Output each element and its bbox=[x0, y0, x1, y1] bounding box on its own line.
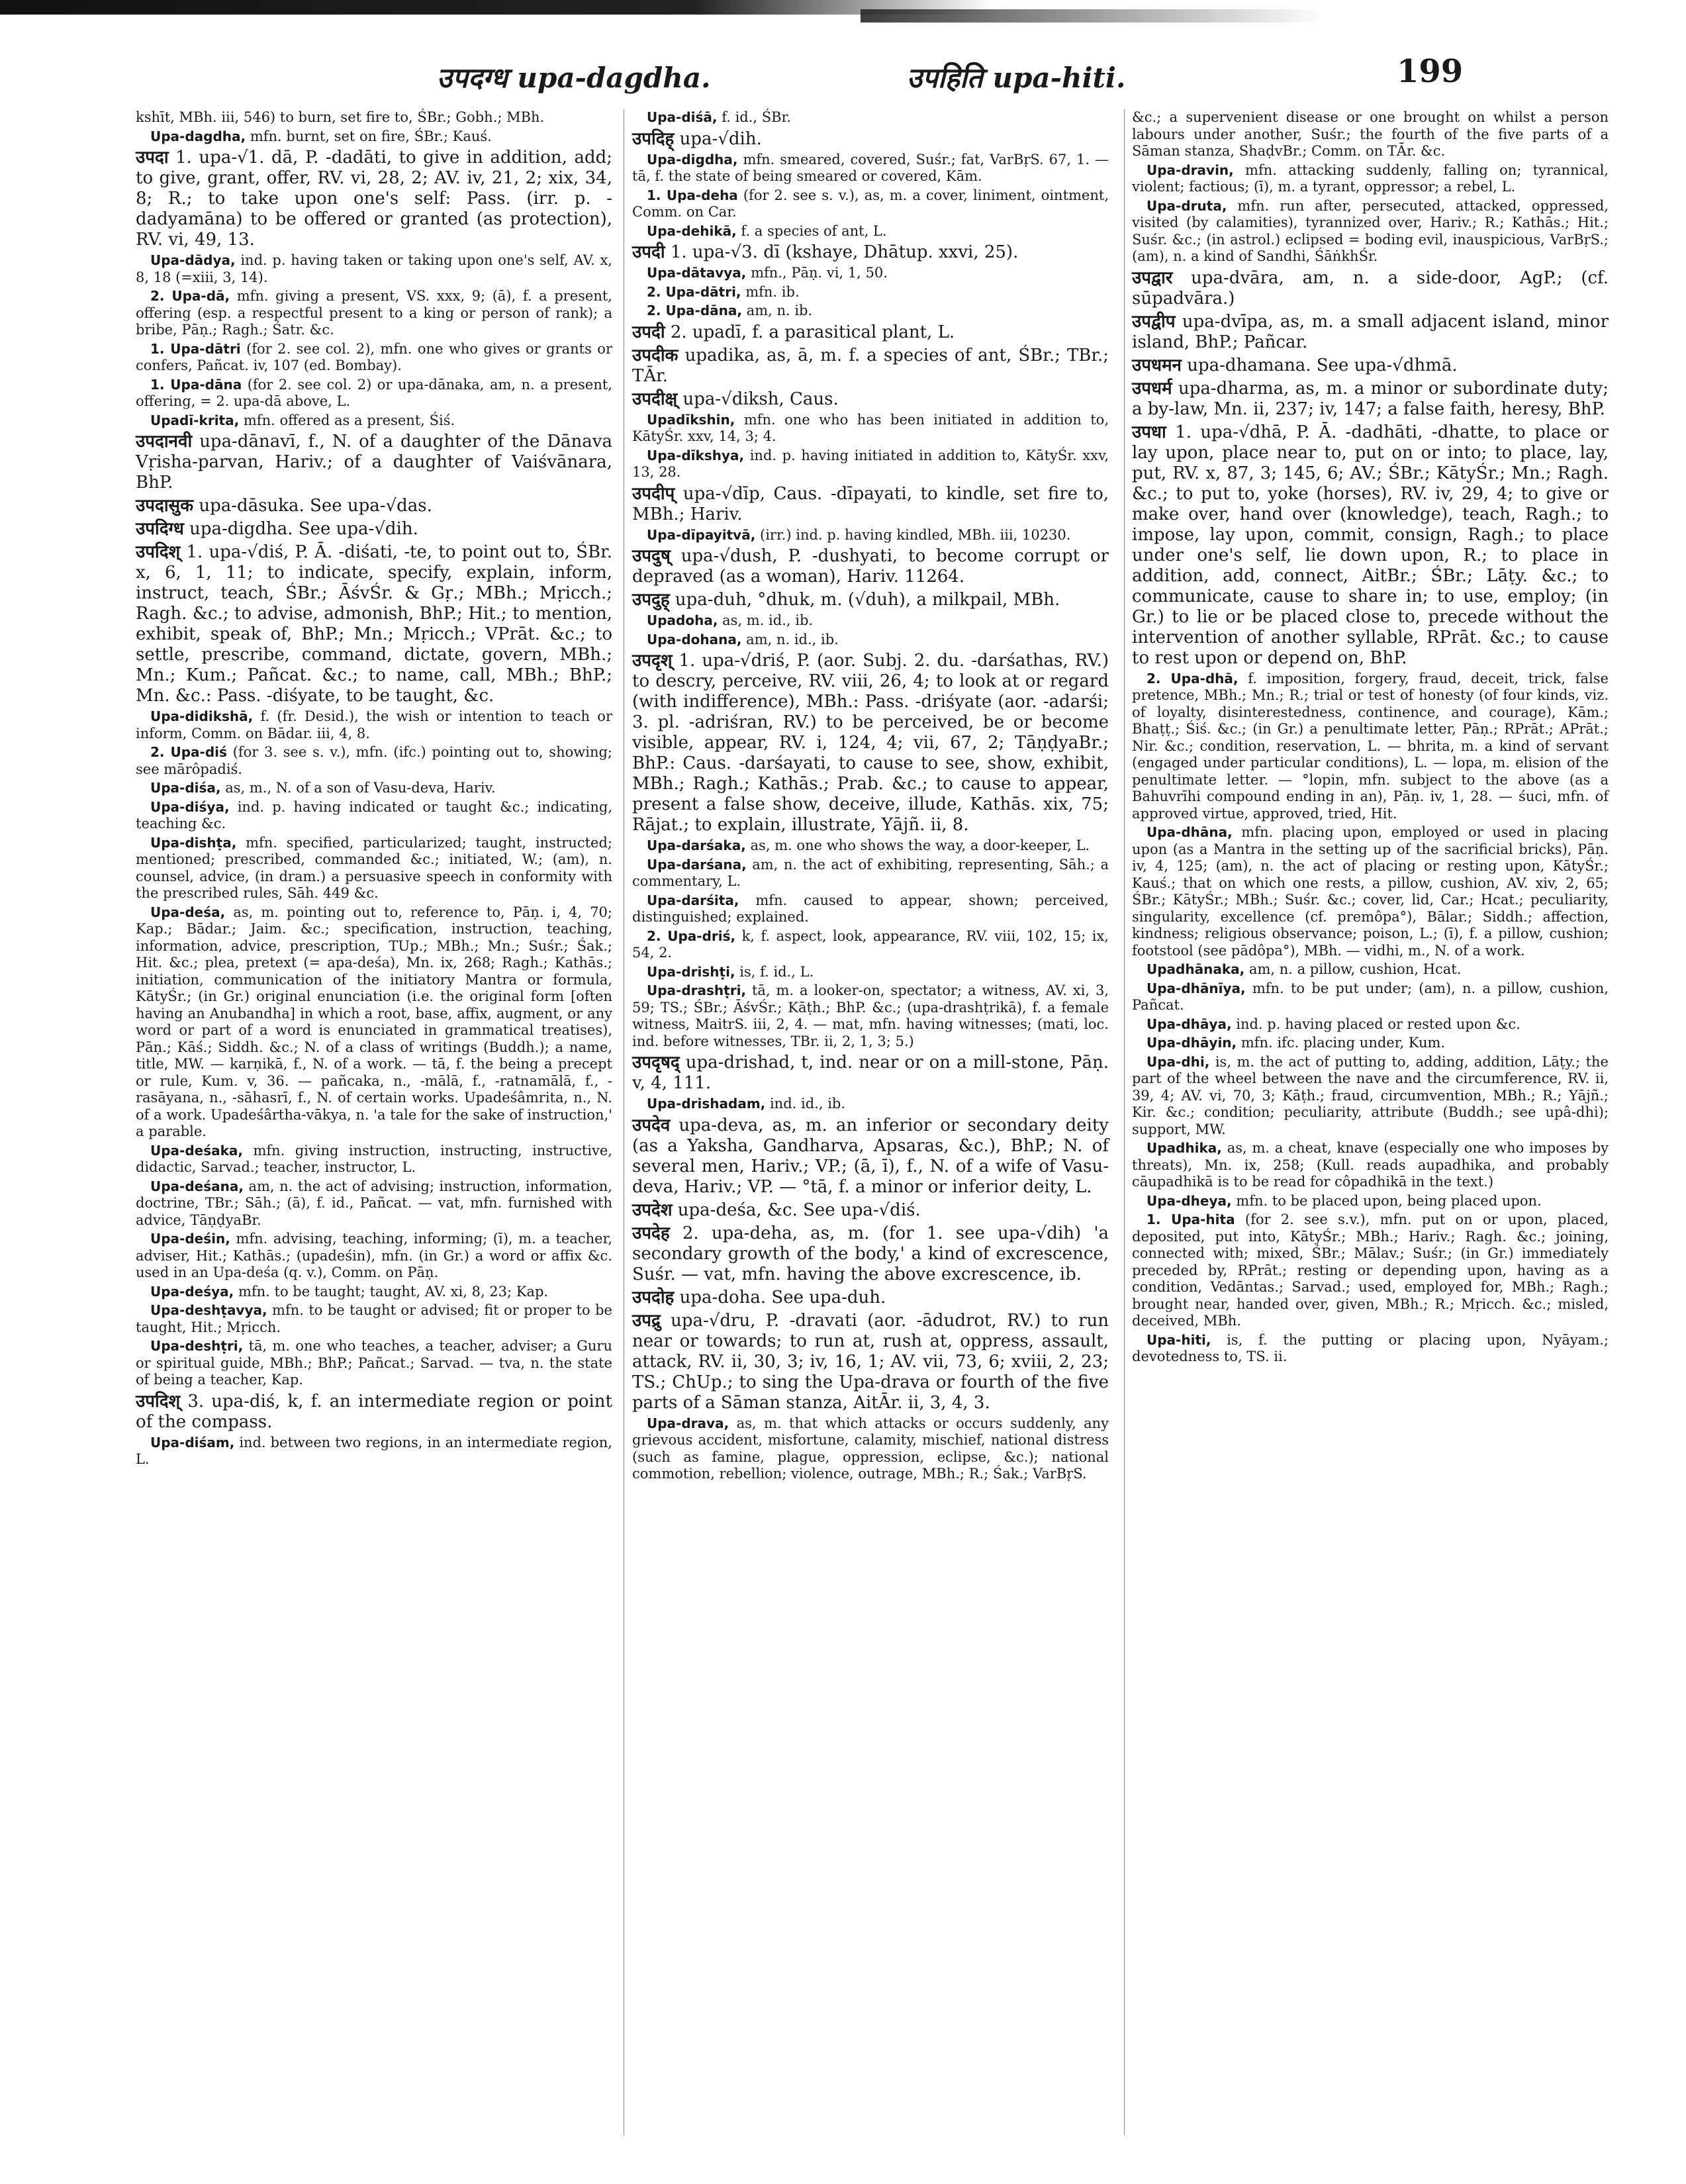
entry-definition: mfn. placing upon, employed or used in placing upon (as a Mantra in the setting up of the sacrificial bricks), Pāṇ. iv, 4, 125; (am), n. the act of placing or resting upon, KātyŚr.; Kauś.; that on which one rests, a pillow, cushion, AV. xiv, 2, 65; ŚBr.; KātyŚr.; MBh.; Suśr. &c.; cover, lid, Car.; Hcat.; peculiarity, singularity, excellence (cf. premôpa°), Bālar.; Siddh.; affection, kindness; religious observance; poison, L.; (ī), f. a pillow, cushion; footstool (see pādôpa°), MBh. — vidhi, m., N. of a work. bbox=[1132, 824, 1609, 959]
entry-headword: Upa-diśā, bbox=[647, 109, 718, 125]
entry-definition: ind. between two regions, in an intermediate region, L. bbox=[136, 1434, 612, 1467]
entry-definition: mfn. attacking suddenly, falling on; tyrannical, violent; factious; (ī), m. a tyrant, oppressor; a rebel, L. bbox=[1132, 162, 1609, 195]
entry-definition: mfn. specified, particularized; taught, instructed; mentioned; prescribed, commanded &c.; initiated, W.; (am), n. counsel, advice, (in dram.) a persuasive speech in conformity with the prescribed rules, Sāh. 449 &c. bbox=[136, 834, 612, 901]
entry-definition: 1. upa-√dhā, P. Ā. -dadhāti, -dhatte, to place or lay upon, place near to, put on or into; to place, lay, put, RV. x, 87, 3; 145, 6; AV.; ŚBr.; KātyŚr.; Mn.; Ragh. &c.; to put to, yoke (horses), RV. iv, 29, 4; to give or make over, hand over (knowledge), teach, Ragh.; to impose, lay upon, commit, consign, Ragh.; to place under one's self, lie down upon, R.; to place in addition, add, connect, AitBr.; ŚBr.; Lāṭy. &c.; to communicate, cause to share in; to use, employ; (in Gr.) to lie or be placed close to, precede without the intervention of another syllable, RPrāt. &c.; to cause to rest upon or depend on, BhP. bbox=[1132, 422, 1609, 668]
dictionary-entry bbox=[136, 412, 612, 430]
entry-headword: उपदा bbox=[136, 148, 169, 167]
dictionary-entry bbox=[1132, 1193, 1609, 1210]
entry-definition: as, m. pointing out to, reference to, Pāṇ. i, 4, 70; Kap.; Bādar.; Jaim. &c.; specification, instruction, teaching, information, advice, prescription, TUp.; MBh.; Mn.; Suśr.; Śak.; Hit. &c.; plea, pretext (= apa-deśa), Mn. ix, 268; Ragh.; Kathās.; initiation, communication of the initiatory Mantra or formula, KātyŚr.; (in Gr.) original enunciation (i.e. the original form [often having an Anubandha] in which a root, base, affix, augment, or any word or part of a word is enunciated in grammatical treatises), Pāṇ.; Kāś.; Siddh. &c.; N. of a class of writings (Buddh.); a name, title, MW. — karṇikā, f., N. of a work. — tā, f. the being a precept or rule, Kum. v, 36. — pañcaka, n., -mālā, f., -ratnamālā, f., -rasāyana, n., -sāhasrī, f., N. of certain works. Upadeśâmrita, n., N. of a work. Upadeśârtha-vākya, n. 'a tale for the sake of instruction,' a parable. bbox=[136, 904, 612, 1139]
dictionary-entry bbox=[136, 128, 612, 146]
entry-definition: upa-dānavī, f., N. of a daughter of the Dānava Vṛisha-parvan, Hariv.; of a daughter of Vaiśvānara, BhP. bbox=[136, 432, 612, 493]
entry-definition: am, n. ib. bbox=[746, 303, 813, 318]
dictionary-entry bbox=[632, 546, 1109, 587]
dictionary-entry bbox=[632, 322, 1109, 343]
entry-headword: उपदुष् bbox=[632, 546, 671, 566]
dictionary-entry bbox=[632, 1415, 1109, 1483]
dictionary-entry bbox=[632, 892, 1109, 926]
dictionary-entry bbox=[136, 1178, 612, 1229]
entry-headword: 2. Upa-dhā, bbox=[1147, 670, 1239, 687]
dictionary-entry bbox=[1132, 1035, 1609, 1052]
dictionary-entry bbox=[632, 1116, 1109, 1198]
entry-headword: उपद्रु bbox=[632, 1310, 661, 1331]
dictionary-entry bbox=[632, 1311, 1109, 1413]
entry-headword: Upa-dehikā, bbox=[647, 222, 737, 239]
entry-headword: Upa-dheya, bbox=[1147, 1192, 1232, 1209]
entry-headword: Upa-hiti, bbox=[1147, 1331, 1211, 1348]
entry-headword: 1. Upa-hita bbox=[1147, 1211, 1235, 1227]
entry-headword: उपदासुक bbox=[136, 496, 194, 516]
entry-definition: mfn. burnt, set on fire, ŚBr.; Kauś. bbox=[250, 128, 492, 144]
dictionary-entry bbox=[136, 1392, 612, 1433]
entry-headword: Upa-dīpayitvā, bbox=[647, 526, 756, 543]
entry-definition: mfn. run after, persecuted, attacked, oppressed, visited (by calamities), tyrannized over, Hariv.; R.; Kathās.; Hit.; Suśr. &c.; (in astrol.) eclipsed = boding evil, inauspicious, VarBṛS.; (am), n. a kind of Sandhi, ŚāṅkhŚr. bbox=[1132, 197, 1609, 264]
entry-headword: Upa-dagdha, bbox=[150, 128, 246, 144]
entry-definition: (for 2. see s.v.), mfn. put on or upon, placed, deposited, put into, KātyŚr.; MBh.; Hariv.; Ragh. &c.; joining, connected with; mixed, ŚBr.; Mālav.; Suśr.; (in Gr.) immediately preceded by, RPrāt.; resting or depending upon, having as a condition, Vedāntas.; Sarvad.; used, employed for, MBh.; Ragh.; brought near, handed over, given, MBh.; R.; Mṛicch. &c.; misled, deceived, MBh. bbox=[1132, 1211, 1609, 1329]
entry-definition: as, m., N. of a son of Vasu-deva, Hariv. bbox=[225, 780, 496, 796]
entry-definition: mfn. to be put under; (am), n. a pillow, cushion, Pañcat. bbox=[1132, 980, 1609, 1013]
entry-definition: upa-dhamana. See upa-√dhmā. bbox=[1187, 355, 1458, 375]
dictionary-entry bbox=[1132, 198, 1609, 265]
dictionary-entry bbox=[1132, 109, 1609, 160]
entry-headword: Upadhika, bbox=[1147, 1140, 1222, 1156]
dictionary-entry bbox=[632, 448, 1109, 481]
dictionary-entry bbox=[136, 1338, 612, 1389]
dictionary-entry bbox=[136, 377, 612, 410]
dictionary-entry bbox=[136, 904, 612, 1141]
entry-headword: Upa-deśaka, bbox=[150, 1142, 244, 1159]
entry-definition: (for 2. see col. 2), mfn. one who gives or grants or confers, Pañcat. iv, 107 (ed. Bombay). bbox=[136, 340, 612, 373]
dictionary-entry bbox=[1132, 162, 1609, 196]
entry-definition: is, f. id., L. bbox=[739, 963, 814, 980]
entry-definition: mfn. to be taught or advised; fit or proper to be taught, Hit.; Mṛicch. bbox=[136, 1302, 612, 1335]
entry-headword: Upadoha, bbox=[647, 612, 718, 628]
entry-headword: उपदीप् bbox=[632, 483, 675, 504]
entry-definition: upa-digdha. See upa-√dih. bbox=[189, 519, 418, 539]
entry-definition: 1. upa-√diś, P. Ā. -diśati, -te, to point out to, ŚBr. x, 6, 1, 11; to indicate, specify, explain, inform, instruct, teach, ŚBr.; ĀśvŚr. & Gṛ.; MBh.; Mṛicch.; Ragh. &c.; to advise, admonish, BhP.; Hit.; to mention, exhibit, speak of, BhP.; Mn.; Mṛicch.; VPrāt. &c.; to settle, prescribe, command, dictate, govern, MBh.; Mn.; Kum.; Pañcat. &c.; to name, call, MBh.; BhP.; Mn. &c.: Pass. -diśyate, to be taught, &c. bbox=[136, 542, 612, 706]
entry-headword: Upa-dātavya, bbox=[647, 265, 747, 281]
dictionary-entry bbox=[136, 744, 612, 778]
entry-definition: upa-deśa, &c. See upa-√diś. bbox=[677, 1200, 921, 1220]
entry-headword: उपदेह bbox=[632, 1223, 670, 1243]
entry-headword: Upa-deśana, bbox=[150, 1178, 244, 1194]
entry-definition: upa-drishad, t, ind. near or on a mill-stone, Pāṇ. v, 4, 111. bbox=[632, 1053, 1109, 1093]
entry-headword: Upa-darśaka, bbox=[647, 837, 746, 853]
dictionary-entry bbox=[1132, 824, 1609, 959]
dictionary-entry bbox=[632, 632, 1109, 649]
entry-definition: am, n. id., ib. bbox=[746, 631, 839, 647]
entry-headword: उपदी bbox=[632, 322, 665, 342]
entry-definition: (irr.) ind. p. having kindled, MBh. iii, 10230. bbox=[760, 526, 1071, 543]
page-number: 199 bbox=[1397, 53, 1464, 90]
entry-headword: 1. Upa-dāna bbox=[150, 376, 242, 393]
dictionary-entry bbox=[632, 187, 1109, 221]
dictionary-entry bbox=[136, 708, 612, 742]
entry-definition: f. id., ŚBr. bbox=[722, 109, 792, 125]
entry-definition: f. (fr. Desid.), the wish or intention to teach or inform, Comm. on Bādar. iii, 4, 8. bbox=[136, 708, 612, 741]
column-2 bbox=[632, 109, 1109, 1485]
entry-definition: 3. upa-diś, k, f. an intermediate region or point of the compass. bbox=[136, 1391, 612, 1432]
dictionary-entry bbox=[1132, 1332, 1609, 1366]
entry-definition: mfn. one who has been initiated in addition to, KātyŚr. xxv, 14, 3; 4. bbox=[632, 411, 1109, 444]
entry-definition: 2. upadī, f. a parasitical plant, L. bbox=[670, 322, 955, 342]
entry-headword: Upadī-krita, bbox=[150, 412, 240, 428]
entry-headword: उपधा bbox=[1132, 422, 1166, 442]
dictionary-entry bbox=[632, 857, 1109, 890]
dictionary-entry bbox=[136, 1435, 612, 1468]
dictionary-entry bbox=[632, 223, 1109, 240]
entry-definition: &c.; a supervenient disease or one brought on whilst a person labours under another, Suśr.; the fourth of the five parts of a Sāman stanza, ShaḍvBr.; Comm. on TĀr. &c. bbox=[1132, 109, 1609, 159]
dictionary-entry bbox=[1132, 1016, 1609, 1033]
dictionary-entry bbox=[1132, 1054, 1609, 1139]
entry-definition: am, n. the act of exhibiting, representing, Sāh.; a commentary, L. bbox=[632, 856, 1109, 889]
entry-definition: upa-dharma, as, m. a minor or subordinate duty; a by-law, Mn. ii, 237; iv, 147; a false faith, heresy, BhP. bbox=[1132, 378, 1609, 419]
dictionary-entry bbox=[136, 252, 612, 286]
dictionary-entry bbox=[632, 612, 1109, 630]
dictionary-entry bbox=[632, 1053, 1109, 1094]
entry-definition: upa-√diksh, Caus. bbox=[682, 389, 839, 409]
dictionary-entry bbox=[632, 1223, 1109, 1285]
dictionary-entry bbox=[1132, 980, 1609, 1014]
entry-headword: उपद्वार bbox=[1132, 267, 1173, 288]
dictionary-entry bbox=[136, 780, 612, 797]
dictionary-entry bbox=[1132, 312, 1609, 353]
dictionary-entry bbox=[632, 964, 1109, 981]
entry-definition: tā, m. one who teaches, a teacher, adviser; a Guru or spiritual guide, MBh.; BhP.; Pañcat.; Sarvad. — tva, n. the state of being a teacher, Kap. bbox=[136, 1338, 612, 1388]
entry-headword: उपदृश् bbox=[632, 651, 673, 671]
dictionary-entry bbox=[136, 519, 612, 540]
column-rule bbox=[1124, 109, 1125, 2135]
dictionary-entry bbox=[1132, 1140, 1609, 1191]
entry-definition: upa-deva, as, m. an inferior or secondary deity (as a Yaksha, Gandharva, Apsaras, &c.), BhP.; N. of several men, Hariv.; VP.; (ā, ī), f., N. of a wife of Vasu-deva, Hariv.; VP. — °tā, f. a minor or inferior deity, L. bbox=[632, 1115, 1109, 1197]
entry-definition: 1. upa-√1. dā, P. -dadāti, to give in addition, add; to give, grant, offer, RV. vi, 28, 2; AV. iv, 21, 2; xix, 34, 8; R.; to take upon one's self: Pass. (irr. p. -dadyamāna) to be offered or granted (as protection), RV. vi, 49, 13. bbox=[136, 148, 612, 250]
dictionary-entry bbox=[1132, 671, 1609, 823]
entry-definition: mfn. to be placed upon, being placed upon. bbox=[1236, 1192, 1542, 1209]
entry-headword: Upa-digdha, bbox=[647, 151, 738, 167]
entry-definition: mfn. to be taught; taught, AV. xi, 8, 23; Kap. bbox=[238, 1283, 549, 1300]
entry-headword: Upa-darśita, bbox=[647, 892, 739, 908]
entry-definition: upa-duh, °dhuk, m. (√duh), a milkpail, MBh. bbox=[675, 590, 1060, 610]
entry-definition: 1. upa-√driś, P. (aor. Subj. 2. du. -darśathas, RV.) to descry, perceive, RV. viii, 26, 4; to look at or regard (with indifference), MBh.: Pass. -driśyate (aor. -adarśi; 3. pl. -adriśran, RV.) to be perceived, be or become visible, appear, RV. i, 124, 4; vii, 67, 2; TāṇḍyaBr.; BhP.: Caus. -darśayati, to cause to see, show, exhibit, MBh.; Ragh.; Kathās.; Prab. &c.; to cause to appear, present a false show, deceive, illude, Kathās. xix, 75; Rājat.; to explain, illustrate, Yājñ. ii, 8. bbox=[632, 651, 1109, 835]
dictionary-entry bbox=[136, 496, 612, 516]
entry-definition: is, f. the putting or placing upon, Nyāyam.; devotedness to, TS. ii. bbox=[1132, 1331, 1609, 1364]
entry-headword: 2. Upa-driś, bbox=[647, 927, 736, 944]
entry-definition: mfn. caused to appear, shown; perceived, distinguished; explained. bbox=[632, 892, 1109, 925]
dictionary-entry bbox=[1132, 268, 1609, 309]
entry-headword: Upa-dīkshya, bbox=[647, 447, 745, 463]
entry-definition: mfn. smeared, covered, Suśr.; fat, VarBṛS. 67, 1. — tā, f. the state of being smeared or covered, Kām. bbox=[632, 151, 1109, 184]
entry-headword: Upa-drishadam, bbox=[647, 1096, 766, 1112]
entry-headword: उपदिह् bbox=[632, 128, 675, 149]
entry-headword: Upa-deśya, bbox=[150, 1283, 234, 1300]
entry-headword: उपदुह् bbox=[632, 590, 670, 610]
dictionary-entry bbox=[136, 1302, 612, 1336]
entry-headword: 2. Upa-dātri, bbox=[647, 283, 741, 300]
dictionary-entry bbox=[632, 412, 1109, 446]
dictionary-entry bbox=[632, 284, 1109, 301]
entry-headword: उपधमन bbox=[1132, 355, 1182, 375]
entry-headword: 2. Upa-dāna, bbox=[647, 303, 742, 318]
dictionary-entry bbox=[632, 928, 1109, 962]
dictionary-entry bbox=[632, 109, 1109, 126]
dictionary-entry bbox=[632, 651, 1109, 835]
entry-headword: उपदोह bbox=[632, 1287, 675, 1307]
dictionary-entry bbox=[632, 129, 1109, 150]
entry-headword: उपदानवी bbox=[136, 432, 193, 451]
entry-headword: 1. Upa-dātri bbox=[150, 340, 241, 357]
dictionary-entry bbox=[1132, 422, 1609, 669]
dictionary-entry bbox=[136, 288, 612, 339]
scan-edge-shadow bbox=[0, 0, 993, 15]
entry-headword: उपदेव bbox=[632, 1115, 671, 1135]
entry-headword: Upa-dhāna, bbox=[1147, 824, 1233, 840]
entry-definition: as, m. that which attacks or occurs suddenly, any grievous accident, misfortune, calamity, mischief, national distress (such as famine, plague, oppression, eclipse, &c.); national commotion, rebellion; violence, outrage, MBh.; R.; Śak.; VarBṛS. bbox=[632, 1415, 1109, 1482]
entry-definition: ind. p. having taken or taking upon one's self, AV. x, 8, 18 (=xiii, 3, 14). bbox=[136, 252, 612, 285]
entry-definition: mfn. offered as a present, Śiś. bbox=[243, 412, 455, 428]
entry-headword: Upa-didikshā, bbox=[150, 708, 254, 724]
dictionary-entry bbox=[632, 265, 1109, 282]
entry-headword: Upa-deśa, bbox=[150, 904, 226, 920]
entry-definition: mfn. ifc. placing under, Kum. bbox=[1241, 1035, 1446, 1051]
dictionary-entry bbox=[632, 152, 1109, 185]
entry-definition: upa-doha. See upa-duh. bbox=[679, 1287, 886, 1307]
column-1 bbox=[136, 109, 612, 1470]
entry-definition: upa-√dru, P. -dravati (aor. -ādudrot, RV.) to run near or towards; to run at, rush at, oppress, assault, attack, RV. ii, 30, 3; iv, 16, 1; AV. vii, 73, 6; xviii, 2, 23; TS.; ChUp.; to sing the Upa-drava or fourth of the five parts of a Sāman stanza, AitĀr. ii, 3, 4, 3. bbox=[632, 1310, 1109, 1413]
entry-headword: 1. Upa-deha bbox=[647, 187, 738, 203]
dictionary-entry bbox=[632, 1200, 1109, 1221]
entry-headword: Upa-diśam, bbox=[150, 1434, 235, 1450]
entry-definition: 1. upa-√3. dī (kshaye, Dhātup. xxvi, 25). bbox=[670, 242, 1019, 262]
entry-definition: ind. p. having placed or rested upon &c. bbox=[1236, 1016, 1521, 1032]
entry-definition: f. a species of ant, L. bbox=[741, 222, 887, 239]
dictionary-entry bbox=[136, 799, 612, 833]
entry-headword: Upadhānaka, bbox=[1147, 961, 1245, 977]
dictionary-entry bbox=[136, 542, 612, 706]
entry-definition: 2. upa-deha, as, m. (for 1. see upa-√dih) 'a secondary growth of the body,' a kind of excrescence, Suśr. — vat, mfn. having the above excrescence, ib. bbox=[632, 1223, 1109, 1284]
dictionary-entry bbox=[632, 389, 1109, 410]
entry-headword: Upa-dhi, bbox=[1147, 1053, 1210, 1070]
entry-definition: ind. p. having indicated or taught &c.; indicating, teaching &c. bbox=[136, 798, 612, 831]
entry-definition: upa-√dih. bbox=[679, 128, 762, 149]
entry-definition: am, n. a pillow, cushion, Hcat. bbox=[1248, 961, 1462, 977]
entry-headword: Upa-diśya, bbox=[150, 798, 230, 815]
entry-headword: Upa-drashṭri, bbox=[647, 982, 747, 998]
dictionary-entry bbox=[136, 109, 612, 126]
entry-definition: as, m. one who shows the way, a door-keeper, L. bbox=[750, 837, 1090, 853]
entry-headword: Upa-dhāya, bbox=[1147, 1016, 1232, 1032]
dictionary-entry bbox=[136, 148, 612, 250]
dictionary-entry bbox=[1132, 379, 1609, 420]
entry-definition: tā, m. a looker-on, spectator; a witness, AV. xi, 3, 59; TS.; ŚBr.; ĀśvŚr.; Kāṭh.; BhP. &c.; (upa-drashṭrikā), f. a female witness, MaitrS. iii, 2, 4. — mat, mfn. having witnesses; (mati, loc. ind. before witnesses, TBr. ii, 2, 1, 3; 5.) bbox=[632, 982, 1109, 1049]
entry-headword: Upa-deshṭavya, bbox=[150, 1302, 267, 1318]
entry-headword: Upa-dhānīya, bbox=[1147, 980, 1246, 996]
dictionary-entry bbox=[136, 835, 612, 902]
entry-headword: Upa-dādya, bbox=[150, 252, 236, 268]
dictionary-entry bbox=[632, 242, 1109, 263]
entry-headword: उपदीक bbox=[632, 345, 679, 365]
entry-definition: (for 2. see col. 2) or upa-dānaka, am, n. a present, offering, = 2. upa-dā above, L. bbox=[136, 376, 612, 409]
entry-headword: Upa-darśana, bbox=[647, 856, 747, 873]
dictionary-entry bbox=[136, 1231, 612, 1282]
dictionary-entry bbox=[632, 1288, 1109, 1308]
entry-definition: mfn. giving a present, VS. xxx, 9; (ā), f. a present, offering (esp. a respectful present to a king or person of rank); a bribe, Pāṇ.; Ragh.; Śatr. &c. bbox=[136, 288, 612, 338]
running-head-right: उपहिति upa-hiti. bbox=[907, 62, 1126, 94]
entry-definition: upa-dvīpa, as, m. a small adjacent island, minor island, BhP.; Pañcar. bbox=[1132, 311, 1609, 352]
entry-headword: Upa-deshṭri, bbox=[150, 1338, 244, 1354]
entry-definition: upa-√dush, P. -dushyati, to become corrupt or depraved (as a woman), Hariv. 11264. bbox=[632, 546, 1109, 587]
dictionary-entry bbox=[136, 341, 612, 375]
entry-headword: Upa-dishṭa, bbox=[150, 834, 237, 851]
entry-headword: उपधर्म bbox=[1132, 378, 1172, 399]
dictionary-entry bbox=[632, 837, 1109, 855]
dictionary-entry bbox=[1132, 356, 1609, 376]
entry-definition: (for 3. see s. v.), mfn. (ifc.) pointing out to, showing; see mārôpadiś. bbox=[136, 744, 612, 777]
entry-headword: Upa-dohana, bbox=[647, 631, 742, 647]
entry-headword: उपद्वीप bbox=[1132, 311, 1176, 332]
dictionary-entry bbox=[632, 982, 1109, 1050]
entry-headword: उपदिश् bbox=[136, 542, 181, 562]
entry-headword: Upa-dhāyin, bbox=[1147, 1035, 1237, 1051]
dictionary-entry bbox=[632, 303, 1109, 320]
entry-definition: (for 2. see s. v.), as, m. a cover, liniment, ointment, Comm. on Car. bbox=[632, 187, 1109, 220]
entry-headword: Upa-drishṭi, bbox=[647, 963, 735, 980]
entry-headword: उपदृषद् bbox=[632, 1053, 680, 1072]
dictionary-entry bbox=[632, 1096, 1109, 1113]
column-3 bbox=[1132, 109, 1609, 1368]
running-head bbox=[0, 53, 1686, 99]
dictionary-entry bbox=[632, 590, 1109, 610]
entry-headword: Upa-deśin, bbox=[150, 1231, 230, 1247]
entry-headword: Upa-dravin, bbox=[1147, 162, 1234, 178]
dictionary-entry bbox=[632, 346, 1109, 387]
entry-definition: kshīt, MBh. iii, 546) to burn, set fire to, ŚBr.; Gobh.; MBh. bbox=[136, 109, 545, 125]
dictionary-entry bbox=[136, 1284, 612, 1301]
entry-headword: उपदी bbox=[632, 242, 665, 262]
entry-headword: 2. Upa-diś bbox=[150, 744, 227, 760]
entry-headword: उपदेश bbox=[632, 1200, 673, 1220]
entry-definition: upadika, as, ā, m. f. a species of ant, ŚBr.; TBr.; TĀr. bbox=[632, 345, 1109, 386]
entry-definition: mfn. ib. bbox=[745, 283, 800, 300]
entry-headword: उपदीक्ष् bbox=[632, 389, 678, 409]
entry-headword: उपदिग्ध bbox=[136, 519, 184, 539]
entry-definition: mfn. giving instruction, instructing, instructive, didactic, Sarvad.; teacher, instructor, L. bbox=[136, 1142, 612, 1175]
entry-definition: upa-√dīp, Caus. -dīpayati, to kindle, set fire to, MBh.; Hariv. bbox=[632, 483, 1109, 524]
entry-definition: mfn. advising, teaching, informing; (ī), m. a teacher, adviser, Hit.; Kathās.; (upadeśin), mfn. (in Gr.) a word or affix &c. used in an Upa-deśa (q. v.), Comm. on Pāṇ. bbox=[136, 1231, 612, 1280]
entry-definition: ind. p. having initiated in addition to, KātyŚr. xxv, 13, 28. bbox=[632, 447, 1109, 480]
entry-definition: am, n. the act of advising; instruction, information, doctrine, TBr.; Sāh.; (ā), f. id., Pañcat. — vat, mfn. furnished with advice, TāṇḍyaBr. bbox=[136, 1178, 612, 1228]
entry-headword: Upa-druta, bbox=[1147, 197, 1227, 214]
entry-definition: upa-dāsuka. See upa-√das. bbox=[199, 496, 432, 516]
scan-edge-shadow-2 bbox=[861, 9, 1324, 23]
entry-headword: Upadīkshin, bbox=[647, 411, 735, 428]
entry-definition: as, m. a cheat, knave (especially one who imposes by threats), Mn. ix, 258; (Kull. reads aupadhika, and probably cāupadhikā is to be read for côpadhikā in the text.) bbox=[1132, 1140, 1609, 1190]
entry-definition: f. imposition, forgery, fraud, deceit, trick, false pretence, MBh.; Mn.; R.; trial or test of honesty (of four kinds, viz. of loyalty, disinterestedness, continence, and courage), Kām.; Bhaṭṭ.; Śiś. &c.; (in Gr.) a penultimate letter, Pāṇ.; RPrāt.; APrāt.; Nir. &c.; condition, reservation, L. — bhrita, m. a kind of servant (engaged under particular conditions), L. — lopa, m. elision of the penultimate letter. — °lopin, mfn. subject to the above (as a Bahuvrīhi compound ending in an), Pāṇ. iv, 1, 28. — śuci, mfn. of approved virtue, approved, tried, Hit. bbox=[1132, 670, 1609, 822]
entry-headword: 2. Upa-dā, bbox=[150, 288, 230, 304]
entry-definition: mfn., Pāṇ. vi, 1, 50. bbox=[751, 265, 888, 281]
entry-headword: Upa-diśa, bbox=[150, 780, 221, 796]
entry-headword: उपदिश् bbox=[136, 1391, 181, 1411]
dictionary-entry bbox=[1132, 1211, 1609, 1330]
dictionary-entry bbox=[136, 1143, 612, 1176]
entry-definition: ind. id., ib. bbox=[769, 1096, 846, 1112]
dictionary-entry bbox=[632, 527, 1109, 544]
dictionary-entry bbox=[632, 484, 1109, 525]
entry-definition: upa-dvāra, am, n. a side-door, AgP.; (cf. sūpadvāra.) bbox=[1132, 267, 1609, 309]
dictionary-entry bbox=[136, 432, 612, 493]
dictionary-entry bbox=[1132, 961, 1609, 978]
entry-definition: k, f. aspect, look, appearance, RV. viii, 102, 15; ix, 54, 2. bbox=[632, 927, 1109, 961]
entry-definition: as, m. id., ib. bbox=[722, 612, 814, 628]
running-head-left: उपदग्ध upa-dagdha. bbox=[437, 62, 711, 94]
entry-definition: is, m. the act of putting to, adding, addition, Lāṭy.; the part of the wheel between the nave and the circumference, RV. ii, 39, 4; AV. vi, 70, 3; Kāṭh.; fraud, circumvention, MBh.; R.; Yājñ.; Kir. &c.; condition; peculiarity, attribute (Buddh.; see upâ-dhi); support, MW. bbox=[1132, 1053, 1609, 1137]
entry-headword: Upa-drava, bbox=[647, 1415, 729, 1431]
